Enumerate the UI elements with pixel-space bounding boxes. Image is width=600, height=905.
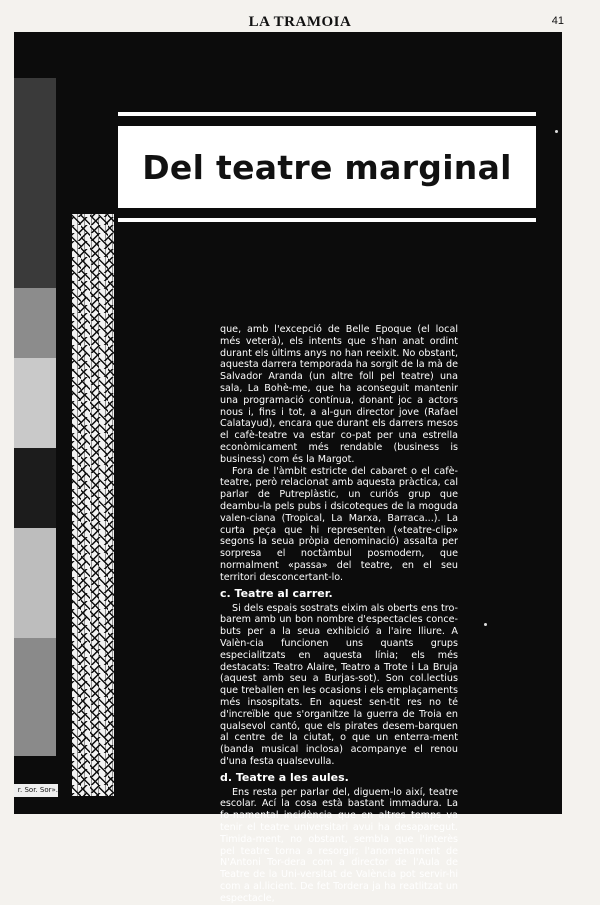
article-panel [14, 32, 562, 904]
title-rule-bottom [118, 218, 536, 222]
photo-caption: r. Sor. Sor». [14, 784, 58, 797]
speck [484, 623, 487, 626]
photo-region [14, 448, 56, 528]
body-paragraph: Ens resta per parlar del, diguem-lo així, teatre escolar. Ací la cosa està bastant immadura. La fo-namental incidència que en altres temps va tenir el teatre universitari avui ha desaparegut. Timida-ment, no obstant, sembla que l'interès pel teatre torna a resorgir; l'anomenament de N'Antoni Tor-dera com a director de l'Aula de Teatre de la Uni-versitat de València pot servir-hi com a al.licient. De fet Tordera ja ha reatlitzat un espectacle, [220, 786, 458, 904]
photo-region [14, 638, 56, 756]
photo-region [14, 358, 56, 448]
photo-region [14, 288, 56, 358]
theatre-photo [14, 78, 58, 794]
section-heading: d. Teatre a les aules. [220, 770, 349, 784]
photo-region [14, 528, 56, 638]
speck [555, 130, 558, 133]
masthead: LA TRAMOIA [248, 14, 352, 30]
page-header [0, 14, 600, 34]
article-title: Del teatre marginal [142, 147, 512, 187]
page-number: 41 [551, 15, 564, 27]
title-box [118, 126, 536, 208]
body-paragraph: Si dels espais sostrats eixim als oberts ens tro-barem amb un bon nombre d'espectacles conce-buts per a la seua exhibició a l'aire lliure. A Valèn-cia funcionen uns quants grups especialitzats en aquesta línia; els més destacats: Teatro Alaire, Teatro a Trote i La Bruja (aquest amb seu a Burjas-sot). Son col.lectius que treballen en les ocasions i els emplaçaments més insospitats. En aquest sen-tit res no té d'increïble que s'organitze la guerra de Troia en qualsevol cantó, que els pirates desem-barquen al centre de la ciutat, o que un enterra-ment (banda musical inclosa) acompanye el renou d'una festa qualsevulla. [220, 602, 458, 767]
article-body [220, 324, 458, 905]
body-paragraph: Fora de l'àmbit estricte del cabaret o el cafè-teatre, però relacionat amb aquesta pràctica, cal parlar de Putreplàstic, un curiós grup que deambu-la pels pubs i dsicoteques de la moguda valen-ciana (Tropical, La Marxa, Barraca...). La curta peça que hi representen («teatre-clip» segons la seua pròpia denominació) assalta per sorpresa el noctàmbul posmodern, que normalment «passa» del teatre, en el seu territori desconcertant-lo. [220, 465, 458, 583]
decorative-pattern-strip [72, 214, 114, 796]
photo-region [14, 78, 56, 288]
title-rule-top [118, 112, 536, 116]
body-paragraph: que, amb l'excepció de Belle Epoque (el local més veterà), els intents que s'han anat ordint durant els últims anys no han reeixit. No obstant, aquesta darrera temporada ha sorgit de la mà de Salvador Aranda (un altre foll pel teatre) una sala, La Bohè-me, que ha aconseguit mantenir una programació contínua, donant joc a actors nous i, fins i tot, a al-gun director jove (Rafael Calatayud), encara que durant els darrers mesos el cafè-teatre va estar co-pat per una estrella econòmicament més rendable (business is business) com és la Margot. [220, 324, 458, 465]
section-heading: c. Teatre al carrer. [220, 586, 333, 600]
